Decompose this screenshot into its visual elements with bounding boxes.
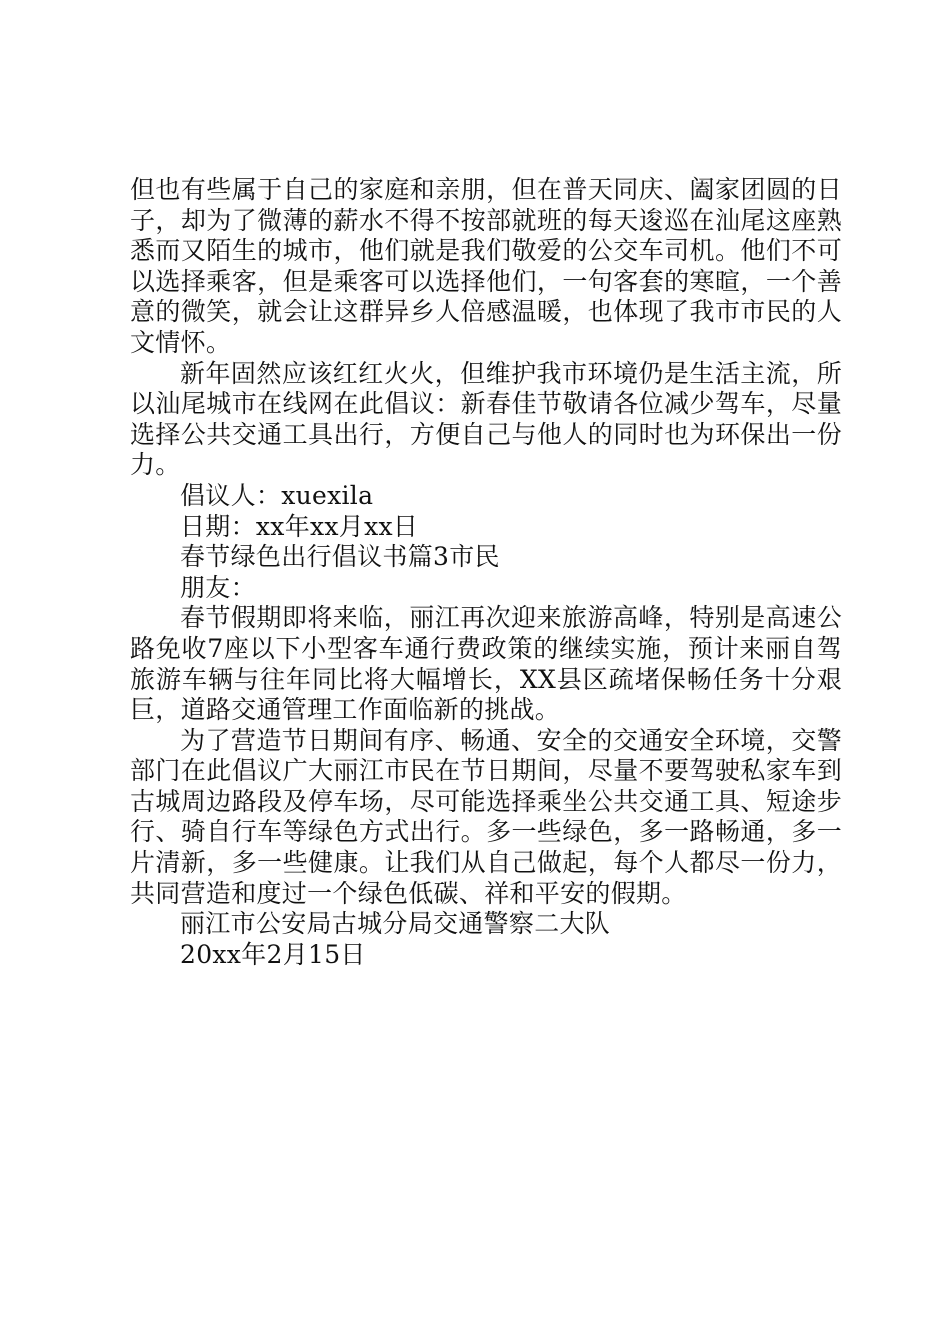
salutation: 朋友： bbox=[180, 572, 256, 602]
paragraph-holiday: 春节假期即将来临，丽江再次迎来旅游高峰，特别是高速公路免收7座以下小型客车通行费政策的继续实施，预计来丽自驾旅游车辆与往年同比将大幅增长，XX县区疏堵保畅任务十分艰巨，道路交通管理工作面临新的挑战。 bbox=[130, 603, 842, 725]
document-body bbox=[130, 175, 842, 970]
signature-org: 丽江市公安局古城分局交通警察二大队 bbox=[180, 909, 611, 939]
initiator-line: 倡议人：xuexila bbox=[180, 480, 374, 510]
paragraph-drivers: 但也有些属于自己的家庭和亲朋，但在普天同庆、阖家团圆的日子，却为了微薄的薪水不得不按部就班的每天逡巡在汕尾这座熟悉而又陌生的城市，他们就是我们敬爱的公交车司机。他们不可以选择乘客，但是乘客可以选择他们，一句客套的寒暄，一个善意的微笑，就会让这群异乡人倍感温暖，也体现了我市市民的人文情怀。 bbox=[130, 175, 842, 357]
date-line: 日期：xx年xx月xx日 bbox=[180, 511, 419, 541]
paragraph-initiative: 新年固然应该红红火火，但维护我市环境仍是生活主流，所以汕尾城市在线网在此倡议：新春佳节敬请各位减少驾车，尽量选择公共交通工具出行，方便自己与他人的同时也为环保出一份力。 bbox=[130, 358, 842, 480]
paragraph-green-travel: 为了营造节日期间有序、畅通、安全的交通安全环境，交警部门在此倡议广大丽江市民在节日期间，尽量不要驾驶私家车到古城周边路段及停车场，尽可能选择乘坐公共交通工具、短途步行、骑自行车等绿色方式出行。多一些绿色，多一路畅通，多一片清新，多一些健康。让我们从自己做起，每个人都尽一份力，共同营造和度过一个绿色低碳、祥和平安的假期。 bbox=[130, 725, 842, 908]
signature-date: 20xx年2月15日 bbox=[180, 939, 366, 969]
section-title: 春节绿色出行倡议书篇3市民 bbox=[180, 542, 500, 572]
